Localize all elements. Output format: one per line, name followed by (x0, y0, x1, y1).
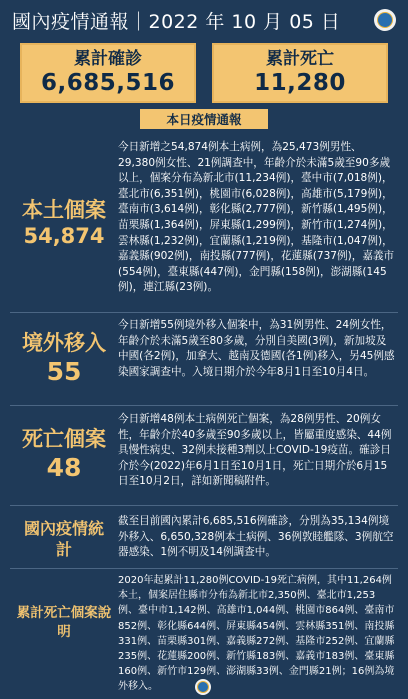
divider (10, 568, 398, 569)
totals-row (0, 43, 408, 103)
imported-cases-label (10, 318, 118, 400)
imported-cases-section (10, 318, 399, 400)
deaths-total-card (212, 43, 388, 103)
imported-cases-count: 55 (46, 357, 82, 386)
local-cases-count: 54,874 (23, 224, 105, 248)
domestic-stats-title: 國內疫情統計 (23, 519, 104, 559)
imported-cases-title: 境外移入 (22, 331, 106, 355)
deaths-total-value: 11,280 (254, 70, 346, 96)
today-report-banner: 本日疫情通報 (140, 109, 268, 129)
header (0, 0, 408, 40)
deaths-total-label: 累計死亡 (266, 49, 334, 69)
death-cases-text: 今日新增48例本土病例死亡個案，為28例男性、20例女性，年齡介於40多歲至90多歲以上，皆屬重度感染、44例具慢性病史、32例未接種3劑以上COVID-19疫苗。確診日介於今(2022)年6月1日至10月1日，死亡日期介於6月15日至10月2日，詳如新聞稿附件。 (118, 413, 392, 488)
footer-emblem-icon (195, 679, 211, 695)
death-explanation-label (10, 573, 118, 673)
domestic-stats-text: 截至目前國內累計6,685,516例確診，分別為35,134例境外移入、6,650,328例本土病例、36例敦睦艦隊、3例航空器感染、1例不明及14例調查中。 (118, 515, 394, 559)
divider (10, 405, 398, 406)
confirmed-total-card (20, 43, 196, 103)
death-explanation-title: 累計死亡個案說明 (16, 605, 112, 640)
page-title: 國內疫情通報｜2022 年 10 月 05 日 (12, 10, 341, 33)
domestic-stats-section (10, 514, 399, 564)
death-cases-count: 48 (46, 453, 82, 482)
local-cases-title: 本土個案 (22, 198, 106, 222)
confirmed-total-value: 6,685,516 (41, 70, 175, 96)
divider (10, 312, 398, 313)
confirmed-total-label: 累計確診 (74, 49, 142, 69)
domestic-stats-label (10, 514, 118, 564)
cdc-emblem-icon (374, 9, 396, 31)
imported-cases-text: 今日新增55例境外移入個案中，為31例男性、24例女性，年齡介於未滿5歲至80多歲，分別自美國(3例)，新加坡及中國(各2例)，加拿大、越南及德國(各1例)移入，另45例感染國家調查中。入境日期介於今年8月1日至10月4日。 (118, 319, 395, 378)
death-explanation-text: 2020年起累計11,280例COVID-19死亡病例，其中11,264例本土，個案居住縣市分布為新北市2,350例、臺北市1,253例、臺中市1,142例、高雄市1,044例、桃園市864例、臺南市852例、彰化縣644例、屏東縣454例、雲林縣351例、南投縣331例、苗栗縣301例、嘉義縣272例、基隆市252例、宜蘭縣235例、花蓮縣200例、新竹縣183例、嘉義市183例、臺東縣160例、新竹市129例、澎湖縣33例、金門縣21例；16例為境外移入。 (118, 575, 395, 693)
death-cases-section (10, 412, 399, 498)
divider (10, 505, 398, 506)
local-cases-label (10, 140, 118, 306)
local-cases-text: 今日新增之54,874例本土病例，為25,473例男性、29,380例女性、21例調查中，年齡介於未滿5歲至90多歲以上，個案分布為新北市(11,234例)，臺中市(7,018例)，臺北市(6,351例)，桃園市(6,028例)，高雄市(5,179例)，臺南市(3,614例)，彰化縣(2,777例)，新竹縣(1,495例)，苗栗縣(1,364例)，屏東縣(1,299例)，新竹市(1,274例)，雲林縣(1,232例)，宜蘭縣(1,219例)，基隆市(1,047例)，嘉義縣(902例)，南投縣(777例)，花蓮縣(737例)，嘉義市(554例)，臺東縣(447例)，金門縣(158例)，澎湖縣(145例)，連江縣(23例)。 (118, 141, 395, 294)
death-cases-label (10, 412, 118, 498)
death-explanation-section (10, 573, 399, 693)
local-cases-section (10, 140, 399, 306)
death-cases-title: 死亡個案 (22, 427, 106, 451)
